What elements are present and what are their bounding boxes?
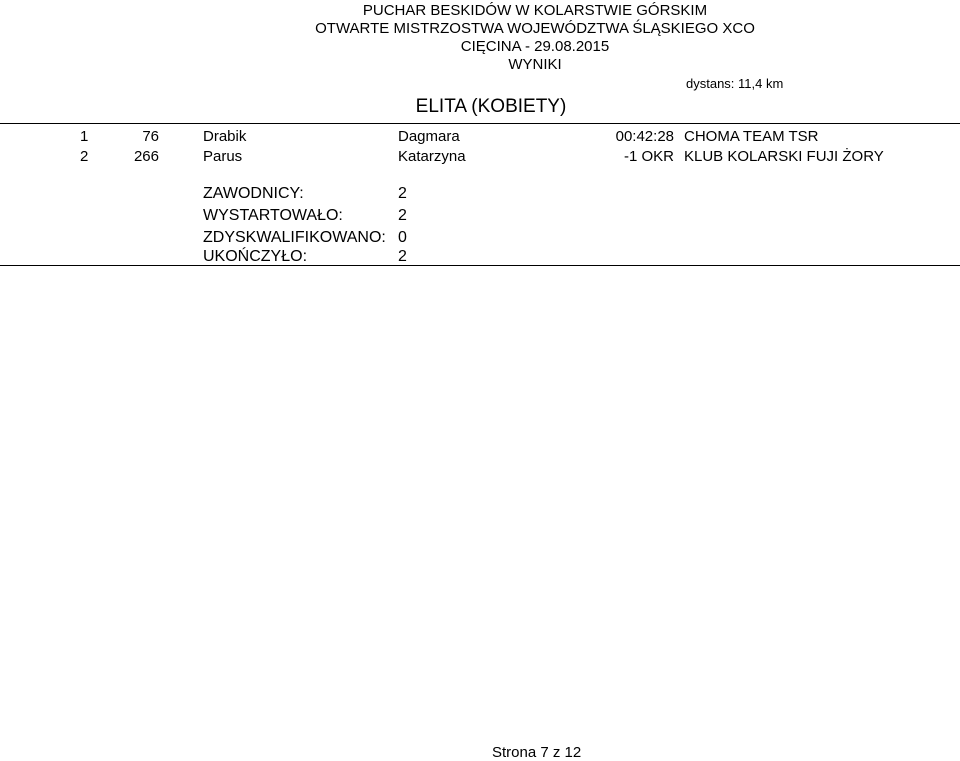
page-number: Strona 7 z 12 [492,744,582,761]
stat-value-finished: 2 [398,248,407,265]
surname-cell: Parus [203,148,243,165]
stat-label-finished: UKOŃCZYŁO: [203,248,308,265]
stat-label-disqualified: ZDYSKWALIFIKOWANO: [203,229,386,246]
stat-label-started: WYSTARTOWAŁO: [203,207,343,224]
table-row [0,128,960,148]
first-name-cell: Dagmara [398,128,460,145]
time-cell: -1 OKR [623,148,674,165]
event-title: PUCHAR BESKIDÓW W KOLARSTWIE GÓRSKIM [362,2,708,19]
event-subtitle: OTWARTE MISTRZOSTWA WOJEWÓDZTWA ŚLĄSKIEGO XCO [315,20,755,37]
stat-value-started: 2 [398,207,407,224]
stat-value-disqualified: 0 [398,229,407,246]
position-cell: 1 [80,128,89,145]
bib-cell: 266 [133,148,159,165]
divider-bottom [0,265,960,266]
stat-value-entrants: 2 [398,185,407,202]
club-cell: CHOMA TEAM TSR [684,128,819,145]
table-row [0,148,960,168]
stat-label-entrants: ZAWODNICY: [203,185,304,202]
results-heading: WYNIKI [508,56,562,73]
divider-top [0,123,960,124]
first-name-cell: Katarzyna [398,148,466,165]
event-place-date: CIĘCINA - 29.08.2015 [460,38,610,55]
position-cell: 2 [80,148,89,165]
time-cell: 00:42:28 [615,128,674,145]
category-title: ELITA (KOBIETY) [415,96,567,117]
surname-cell: Drabik [203,128,247,145]
distance-label: dystans: 11,4 km [686,76,784,91]
club-cell: KLUB KOLARSKI FUJI ŻORY [684,148,884,165]
bib-cell: 76 [142,128,159,145]
